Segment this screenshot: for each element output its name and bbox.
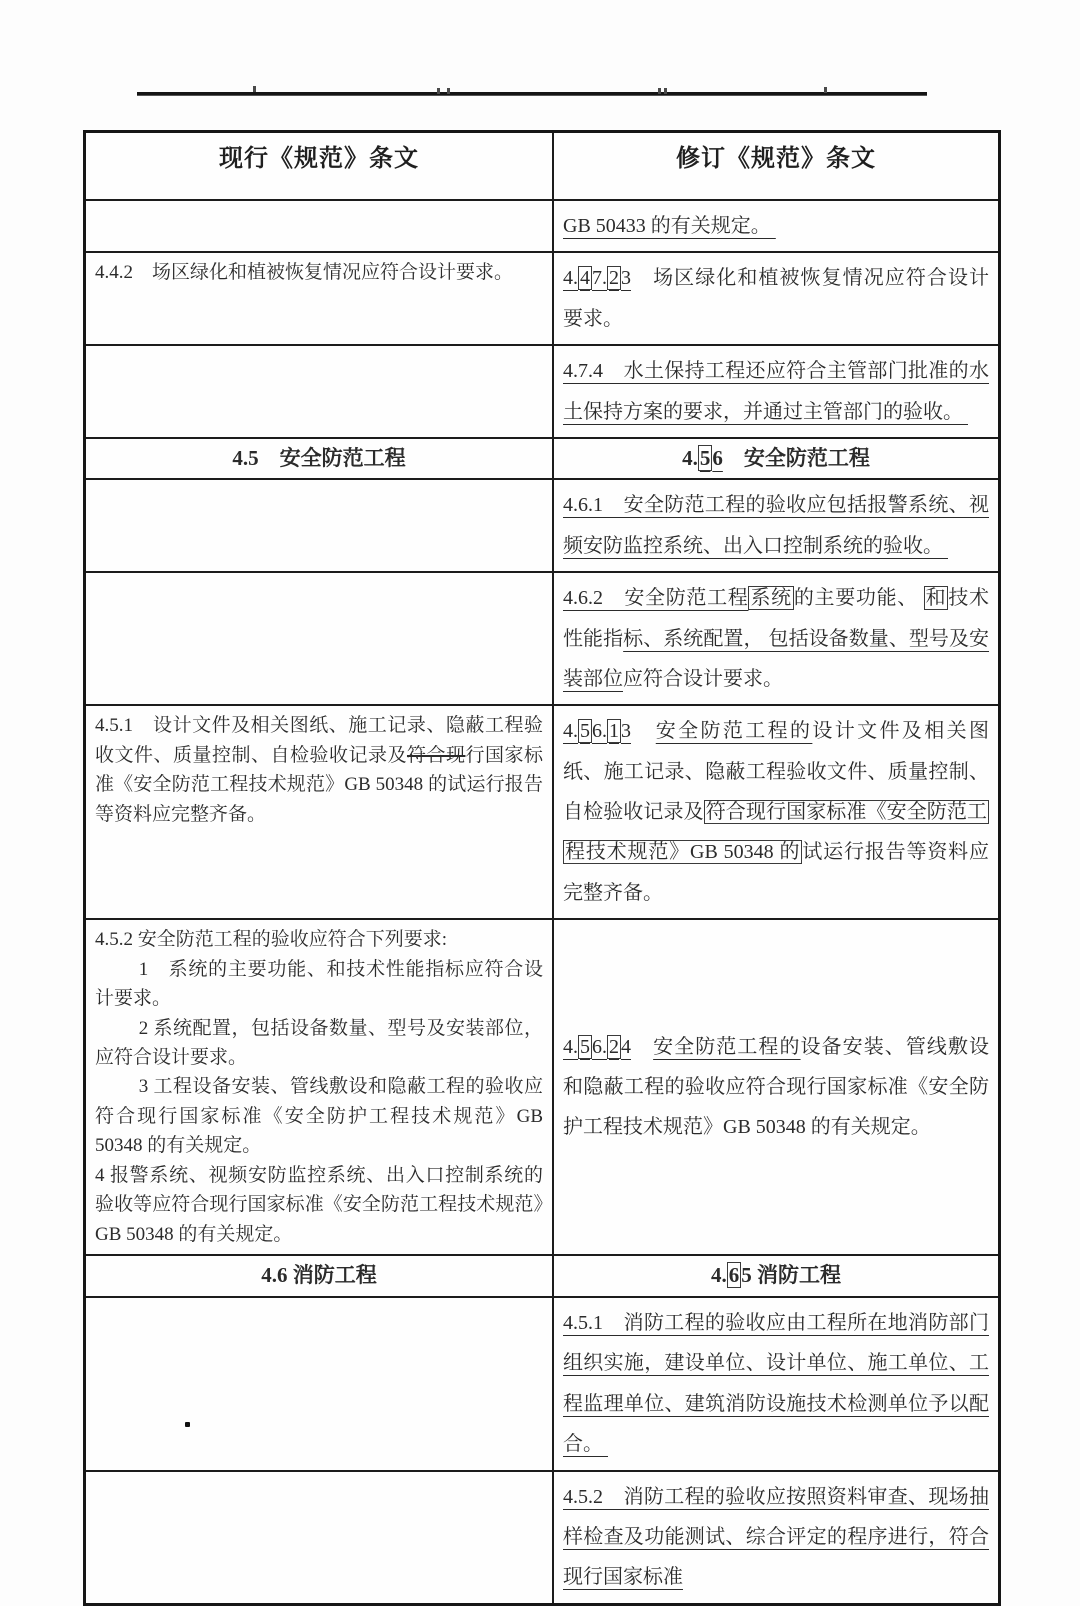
text-segment: 5 bbox=[580, 1035, 590, 1058]
text-segment: 6 bbox=[712, 445, 723, 470]
header-rule-line bbox=[137, 92, 927, 96]
table-row bbox=[85, 345, 1000, 438]
text-segment: 4.4.2 场区绿化和植被恢复情况应符合设计要求。 bbox=[95, 262, 514, 284]
scan-artifact-mark bbox=[664, 88, 667, 94]
cell-current-spec bbox=[85, 438, 554, 479]
text-segment: 4. bbox=[563, 267, 578, 290]
table-row bbox=[85, 1255, 1000, 1297]
text-segment: 6 bbox=[728, 1263, 740, 1288]
table-row bbox=[85, 438, 1000, 479]
text-segment: 试运行报告等资料应完整齐备。 bbox=[563, 841, 989, 904]
table-row bbox=[85, 572, 1000, 705]
paragraph bbox=[95, 1161, 543, 1249]
text-segment: 5 bbox=[699, 445, 711, 470]
paragraph bbox=[563, 711, 989, 913]
table-row bbox=[85, 1471, 1000, 1605]
cell-revised-spec bbox=[553, 705, 1000, 919]
text-segment: 2 bbox=[609, 267, 619, 290]
text-segment: 行国家标准《安全防范工程技术规范》GB 50348 的试运行报告等资料应完整齐备。 bbox=[95, 744, 543, 825]
text-segment: 1 bbox=[609, 720, 619, 743]
cell-current-spec bbox=[85, 479, 554, 572]
text-segment: 4.6.2 安全防范工程 bbox=[563, 587, 749, 610]
text-segment: 应符合设计要求。 bbox=[623, 667, 783, 690]
paragraph bbox=[95, 258, 543, 287]
scan-artifact-mark bbox=[253, 86, 256, 92]
text-segment: GB 50433 的有关规定。 bbox=[563, 215, 776, 237]
text-segment: 1 系统的主要功能、和技术性能指标应符合设计要求。 bbox=[95, 958, 543, 1010]
text-segment: 5 消防工程 bbox=[741, 1263, 841, 1288]
paragraph bbox=[563, 1027, 989, 1148]
table-row bbox=[85, 705, 1000, 919]
text-segment: 4 bbox=[621, 1035, 631, 1058]
text-segment: 的主要功能、 bbox=[793, 587, 924, 610]
paragraph bbox=[95, 925, 543, 954]
text-segment: 7. bbox=[592, 267, 607, 290]
text-segment: 和 bbox=[925, 587, 947, 610]
cell-revised-spec bbox=[553, 1255, 1000, 1297]
text-segment: 安全防范工程的 bbox=[653, 1035, 801, 1058]
text-segment bbox=[631, 1036, 653, 1058]
text-segment: 6. bbox=[592, 720, 607, 743]
text-segment bbox=[631, 720, 656, 742]
paragraph bbox=[563, 351, 989, 432]
text-segment: 4.5.1 设计文件及相关图纸、施工记录、隐蔽工程验收文件、质量控制、自检验收记录及 bbox=[95, 715, 543, 766]
paragraph bbox=[95, 444, 543, 473]
text-segment: 4. bbox=[711, 1263, 727, 1288]
cell-current-spec bbox=[85, 1255, 554, 1297]
cell-revised-spec bbox=[553, 438, 1000, 479]
text-segment: 2 bbox=[609, 1035, 619, 1058]
text-segment: 6. bbox=[592, 1035, 607, 1058]
text-segment: 3 bbox=[621, 720, 631, 743]
cell-current-spec bbox=[85, 345, 554, 438]
cell-current-spec bbox=[85, 252, 554, 345]
text-segment: 技术性能指 bbox=[563, 587, 990, 650]
table-row bbox=[85, 919, 1000, 1255]
text-segment: 4.5 安全防范工程 bbox=[232, 445, 406, 470]
cell-current-spec bbox=[85, 919, 554, 1255]
table-row bbox=[85, 1297, 1000, 1471]
cell-current-spec bbox=[85, 1471, 554, 1605]
text-segment: 4.6 消防工程 bbox=[261, 1263, 377, 1288]
cell-revised-spec bbox=[553, 1471, 1000, 1605]
comparison-table-body bbox=[85, 200, 1000, 1604]
paragraph bbox=[563, 485, 989, 566]
text-segment: 4. bbox=[563, 1035, 578, 1058]
paragraph bbox=[563, 444, 989, 473]
spec-comparison-table bbox=[83, 130, 1001, 1606]
text-segment: 场区绿化和植被恢复情况应符合设计要求。 bbox=[563, 267, 989, 330]
table-row bbox=[85, 200, 1000, 252]
paragraph bbox=[95, 1072, 548, 1160]
paragraph bbox=[95, 955, 543, 1014]
text-segment: 符合现行国家标准《安全防范工程技术规范》GB 50348 的 bbox=[565, 801, 988, 864]
cell-revised-spec bbox=[553, 572, 1000, 705]
column-header-revised-spec: 修订《规范》条文 bbox=[553, 132, 1000, 201]
page-bottom-dot bbox=[185, 1422, 190, 1427]
paragraph bbox=[95, 711, 543, 829]
text-segment: 符合现 bbox=[406, 744, 466, 766]
text-segment: 标、系统配置， 包括设备数量、型号及安装部位 bbox=[563, 627, 990, 690]
cell-revised-spec bbox=[553, 252, 1000, 345]
cell-revised-spec bbox=[553, 200, 1000, 252]
text-segment: 安全防范工程 bbox=[722, 445, 870, 470]
text-segment: 4 bbox=[580, 267, 590, 290]
cell-revised-spec bbox=[553, 345, 1000, 438]
text-segment: 3 bbox=[621, 267, 631, 290]
paragraph bbox=[563, 1261, 989, 1290]
paragraph bbox=[563, 1303, 989, 1465]
text-segment: 4.6.1 安全防范工程的验收应包括报警系统、视频安防监控系统、出入口控制系统的验收。 bbox=[563, 494, 989, 557]
text-segment: 安全防范工程的 bbox=[655, 720, 813, 743]
text-segment: 4 报警系统、视频安防监控系统、出入口控制系统的验收等应符合现行国家标准《安全防范工程技术规范》GB 50348 的有关规定。 bbox=[95, 1164, 543, 1245]
cell-current-spec bbox=[85, 1297, 554, 1471]
text-segment: 设备安装、管线敷设和隐蔽工程的验收应符合现行国家标准《安全防护工程技术规范》GB 50348 的有关规定。 bbox=[563, 1035, 990, 1139]
cell-current-spec bbox=[85, 572, 554, 705]
text-segment: 4.5.1 消防工程的验收应由工程所在地消防部门组织实施，建设单位、设计单位、施工单位、工程监理单位、建筑消防设施技术检测单位予以配合。 bbox=[563, 1312, 989, 1456]
column-header-current-spec: 现行《规范》条文 bbox=[85, 132, 554, 201]
scan-artifact-mark bbox=[658, 88, 661, 94]
text-segment: 系统 bbox=[750, 587, 792, 610]
table-header-row bbox=[85, 132, 1000, 201]
table-row bbox=[85, 252, 1000, 345]
scan-artifact-mark bbox=[437, 88, 440, 94]
paragraph bbox=[563, 1477, 989, 1598]
text-segment: 3 工程设备安装、管线敷设和隐蔽工程的验收应符合现行国家标准《安全防护工程技术规范》GB 50348 的有关规定。 bbox=[95, 1076, 548, 1157]
cell-revised-spec bbox=[553, 479, 1000, 572]
cell-current-spec bbox=[85, 200, 554, 252]
text-segment: 4. bbox=[682, 445, 698, 470]
text-segment: 4.5.2 安全防范工程的验收应符合下列要求: bbox=[95, 929, 448, 951]
paragraph bbox=[563, 258, 989, 339]
text-segment: 2 系统配置，包括设备数量、型号及安装部位，应符合设计要求。 bbox=[95, 1017, 543, 1068]
text-segment: 4. bbox=[563, 720, 578, 743]
text-segment: 设计文件及相关图纸、施工记录、隐蔽工程验收文件、质量控制、自检验收记录及 bbox=[563, 720, 989, 824]
cell-current-spec bbox=[85, 705, 554, 919]
paragraph bbox=[95, 1261, 543, 1290]
paragraph bbox=[563, 578, 989, 699]
cell-revised-spec bbox=[553, 919, 1000, 1255]
text-segment: 4.7.4 水土保持工程还应符合主管部门批准的水土保持方案的要求，并通过主管部门的验收。 bbox=[563, 360, 989, 423]
table-row bbox=[85, 479, 1000, 572]
paragraph bbox=[95, 1014, 543, 1073]
scan-artifact-mark bbox=[824, 87, 827, 93]
text-segment: 5 bbox=[580, 720, 590, 743]
scan-artifact-mark bbox=[447, 88, 450, 94]
paragraph bbox=[563, 206, 989, 246]
text-segment: 4.5.2 消防工程的验收应按照资料审查、现场抽样检查及功能测试、综合评定的程序进行，符合现行国家标准 bbox=[563, 1485, 989, 1589]
cell-revised-spec bbox=[553, 1297, 1000, 1471]
